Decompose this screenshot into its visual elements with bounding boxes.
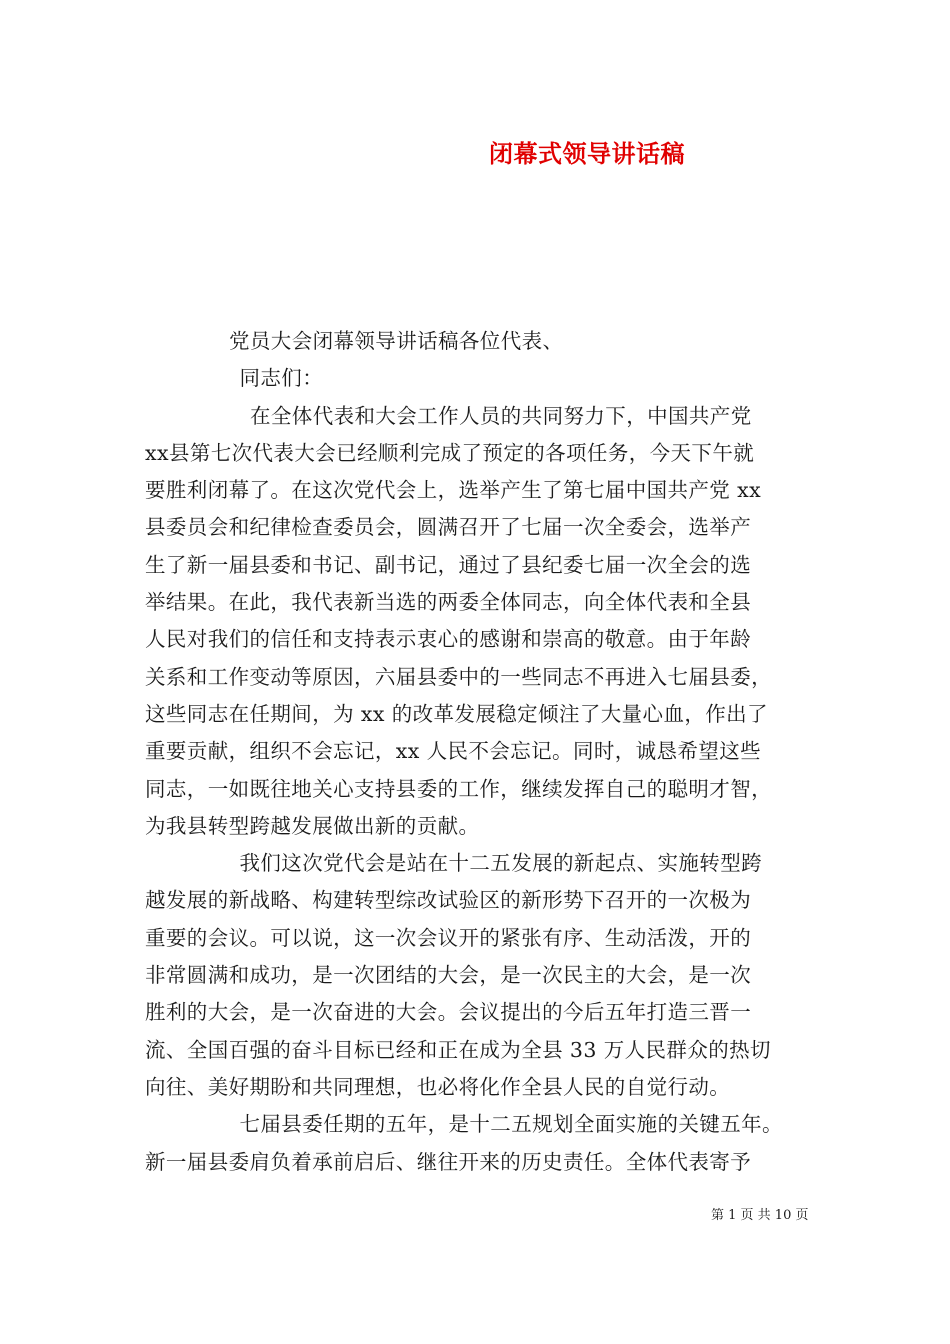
text-line: 人民对我们的信任和支持表示衷心的感谢和崇高的敬意。由于年龄 xyxy=(145,627,752,652)
text-line: 同志，一如既往地关心支持县委的工作，继续发挥自己的聪明才智， xyxy=(145,776,772,801)
text-line: 举结果。在此，我代表新当选的两委全体同志，向全体代表和全县 xyxy=(145,590,752,615)
text-line: 七届县委任期的五年，是十二五规划全面实施的关键五年。 xyxy=(239,1112,783,1137)
text-line: 这些同志在任期间，为 xx 的改革发展稳定倾注了大量心血，作出了 xyxy=(145,701,768,726)
text-line: 要胜利闭幕了。在这次党代会上，选举产生了第七届中国共产党 xx xyxy=(145,478,762,503)
page-number: 第 1 页 共 10 页 xyxy=(711,1208,809,1223)
text-line: 我们这次党代会是站在十二五发展的新起点、实施转型跨 xyxy=(239,851,762,876)
text-line: 胜利的大会，是一次奋进的大会。会议提出的今后五年打造三晋一 xyxy=(145,1000,752,1025)
text-line: 流、全国百强的奋斗目标已经和正在成为全县 33 万人民群众的热切 xyxy=(145,1037,771,1062)
text-line: 同志们： xyxy=(239,366,324,391)
text-line: 重要的会议。可以说，这一次会议开的紧张有序、生动活泼，开的 xyxy=(145,925,752,950)
text-line: xx县第七次代表大会已经顺利完成了预定的各项任务，今天下午就 xyxy=(145,440,755,465)
document-body xyxy=(145,323,825,1181)
text-line: 重要贡献，组织不会忘记，xx 人民不会忘记。同时，诚恳希望这些 xyxy=(145,739,762,764)
text-line: 向往、美好期盼和共同理想，也必将化作全县人民的自觉行动。 xyxy=(145,1074,731,1099)
text-line: 党员大会闭幕领导讲话稿各位代表、 xyxy=(229,329,564,353)
text-line: 县委员会和纪律检查委员会，圆满召开了七届一次全委会，选举产 xyxy=(145,515,752,540)
text-line: 生了新一届县委和书记、副书记，通过了县纪委七届一次全会的选 xyxy=(145,552,752,577)
document-title: 闭幕式领导讲话稿 xyxy=(489,139,685,168)
text-line: 越发展的新战略、构建转型综改试验区的新形势下召开的一次极为 xyxy=(145,888,752,913)
text-line: 关系和工作变动等原因，六届县委中的一些同志不再进入七届县委， xyxy=(145,664,772,689)
text-line: 新一届县委肩负着承前启后、继往开来的历史责任。全体代表寄予 xyxy=(145,1149,752,1174)
text-line: 非常圆满和成功，是一次团结的大会，是一次民主的大会，是一次 xyxy=(145,963,752,988)
text-line: 在全体代表和大会工作人员的共同努力下，中国共产党 xyxy=(250,403,752,428)
text-line: 为我县转型跨越发展做出新的贡献。 xyxy=(145,813,480,838)
